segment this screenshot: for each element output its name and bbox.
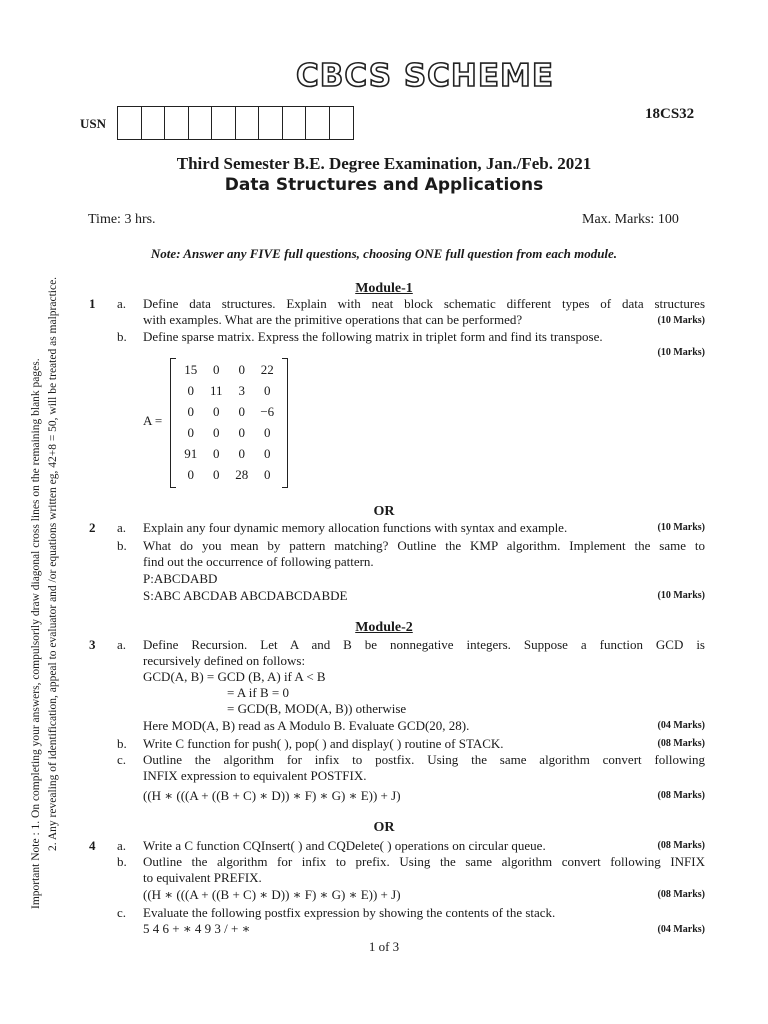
usn-box[interactable] (283, 107, 307, 139)
gcd-def-line-1: GCD(A, B) = GCD (B, A) if A < B (143, 669, 326, 684)
q4c-expression: 5 4 6 + ∗ 4 9 3 / + ∗ (143, 921, 251, 936)
q3b-letter: b. (117, 736, 127, 751)
matrix-cell: 11 (209, 383, 223, 398)
matrix-cell: 0 (213, 467, 220, 482)
matrix-cell: 0 (238, 446, 245, 461)
q3a-letter: a. (117, 637, 127, 652)
q4b-marks: (08 Marks) (657, 889, 705, 900)
q2b-line-1: What do you mean by pattern matching? Outline the KMP algorithm. Implement the same to (143, 538, 705, 553)
q4c-letter: c. (117, 905, 127, 920)
q3c-expression: ((H ∗ (((A + ((B + C) ∗ D)) ∗ F) ∗ G) ∗ E)) + J) (143, 788, 401, 803)
usn-box[interactable] (306, 107, 330, 139)
time-allowed: Time: 3 hrs. (88, 212, 156, 227)
scheme-stamp: CBCS SCHEME (296, 58, 555, 94)
matrix-cell: 0 (213, 404, 220, 419)
matrix-cell: 28 (235, 467, 249, 482)
usn-box[interactable] (259, 107, 283, 139)
q1a-marks: (10 Marks) (657, 315, 705, 326)
matrix-cell: 0 (187, 404, 194, 419)
q2-number: 2 (89, 520, 96, 535)
usn-box[interactable] (142, 107, 166, 139)
q3b-marks: (08 Marks) (657, 738, 705, 749)
max-marks: Max. Marks: 100 (582, 212, 679, 227)
matrix-cell: 0 (238, 425, 245, 440)
matrix-cell: −6 (260, 404, 275, 419)
matrix-cell: 0 (213, 362, 220, 377)
q2b-pattern: P:ABCDABD (143, 571, 218, 586)
q4c-text: Evaluate the following postfix expression by showing the contents of the stack. (143, 905, 556, 920)
course-code: 18CS32 (645, 106, 695, 122)
matrix-label: A = (143, 413, 163, 428)
matrix-cell: 0 (264, 467, 271, 482)
q3c-letter: c. (117, 752, 127, 767)
matrix-row (178, 425, 280, 446)
matrix-cell: 22 (260, 362, 274, 377)
q3c-line-2: INFIX expression to equivalent POSTFIX. (143, 768, 367, 783)
q1b-letter: b. (117, 329, 127, 344)
q2b-letter: b. (117, 538, 127, 553)
matrix-cell: 0 (238, 404, 245, 419)
q1a-letter: a. (117, 296, 127, 311)
q2a-text: Explain any four dynamic memory allocation functions with syntax and example. (143, 520, 568, 535)
sparse-matrix (170, 358, 288, 488)
gcd-def-line-3: = GCD(B, MOD(A, B)) otherwise (227, 701, 407, 716)
q1b-marks: (10 Marks) (657, 347, 705, 358)
matrix-row (178, 467, 280, 488)
side-important-note (28, 209, 62, 909)
matrix-cell: 0 (238, 362, 245, 377)
matrix-cell: 91 (184, 446, 198, 461)
side-note-line-2: 2. Any revealing of identification, appeal to evaluator and /or equations written eg, 42+8 = 50, will be treated as malpractice. (47, 276, 59, 851)
q4b-letter: b. (117, 854, 127, 869)
matrix-cell: 0 (264, 446, 271, 461)
usn-label: USN (80, 116, 107, 131)
module-2-title: Module-2 (355, 620, 413, 635)
q3a-line-3: Here MOD(A, B) read as A Modulo B. Evaluate GCD(20, 28). (143, 718, 470, 733)
page-number: 1 of 3 (368, 939, 400, 954)
q4b-line-1: Outline the algorithm for infix to prefix. Using the same algorithm convert following INFIX (143, 854, 705, 869)
matrix-left-bracket (170, 358, 176, 488)
matrix-cell: 15 (184, 362, 198, 377)
side-note-line-1: Important Note : 1. On completing your answers, compulsorily draw diagonal cross lines on the remaining blank pages. (30, 358, 42, 909)
or-divider-1: OR (373, 504, 395, 519)
usn-box[interactable] (165, 107, 189, 139)
matrix-cell: 0 (213, 425, 220, 440)
matrix-right-bracket (282, 358, 288, 488)
q2b-marks: (10 Marks) (657, 590, 705, 601)
usn-box[interactable] (189, 107, 213, 139)
q3c-line-1: Outline the algorithm for infix to postfix. Using the same algorithm convert following (143, 752, 705, 767)
q2a-letter: a. (117, 520, 127, 535)
gcd-def-line-2: = A if B = 0 (227, 685, 289, 700)
q3a-line-1: Define Recursion. Let A and B be nonnegative integers. Suppose a function GCD is (143, 637, 705, 652)
matrix-row (178, 362, 280, 383)
matrix-cell: 0 (187, 467, 194, 482)
q1b-text: Define sparse matrix. Express the following matrix in triplet form and find its transpose. (143, 329, 603, 344)
matrix-cell: 0 (187, 383, 194, 398)
q3-number: 3 (89, 637, 96, 652)
matrix-cell: 0 (213, 446, 220, 461)
q1a-line-1: Define data structures. Explain with neat block schematic different types of data structures (143, 296, 705, 311)
q4c-marks: (04 Marks) (657, 924, 705, 935)
q4-number: 4 (89, 838, 96, 853)
matrix-row (178, 404, 280, 425)
usn-box[interactable] (236, 107, 260, 139)
q4a-letter: a. (117, 838, 127, 853)
matrix-cell: 3 (238, 383, 245, 398)
q4b-expression: ((H ∗ (((A + ((B + C) ∗ D)) ∗ F) ∗ G) ∗ E)) + J) (143, 887, 401, 902)
matrix-cell: 0 (187, 425, 194, 440)
q3a-marks: (04 Marks) (657, 720, 705, 731)
subject-title: Data Structures and Applications (224, 175, 544, 195)
or-divider-2: OR (373, 820, 395, 835)
usn-box[interactable] (212, 107, 236, 139)
matrix-row (178, 383, 280, 404)
q4a-text: Write a C function CQInsert( ) and CQDelete( ) operations on circular queue. (143, 838, 546, 853)
q4a-marks: (08 Marks) (657, 840, 705, 851)
matrix-row (178, 446, 280, 467)
q1a-line-2: with examples. What are the primitive operations that can be performed? (143, 312, 523, 327)
module-1-title: Module-1 (355, 281, 413, 296)
usn-box[interactable] (118, 107, 142, 139)
q2a-marks: (10 Marks) (657, 522, 705, 533)
q4b-line-2: to equivalent PREFIX. (143, 870, 262, 885)
instructions-note: Note: Answer any FIVE full questions, choosing ONE full question from each module. (150, 246, 618, 261)
q3a-line-2: recursively defined on follows: (143, 653, 306, 668)
usn-boxes (117, 106, 354, 140)
q3b-text: Write C function for push( ), pop( ) and display( ) routine of STACK. (143, 736, 504, 751)
q2b-line-2: find out the occurrence of following pattern. (143, 554, 374, 569)
q2b-string: S:ABC ABCDAB ABCDABCDABDE (143, 588, 348, 603)
exam-title: Third Semester B.E. Degree Examination, Jan./Feb. 2021 (176, 154, 592, 173)
q3c-marks: (08 Marks) (657, 790, 705, 801)
matrix-cell: 0 (264, 425, 271, 440)
matrix-cell: 0 (264, 383, 271, 398)
usn-box[interactable] (330, 107, 354, 139)
q1-number: 1 (89, 296, 96, 311)
